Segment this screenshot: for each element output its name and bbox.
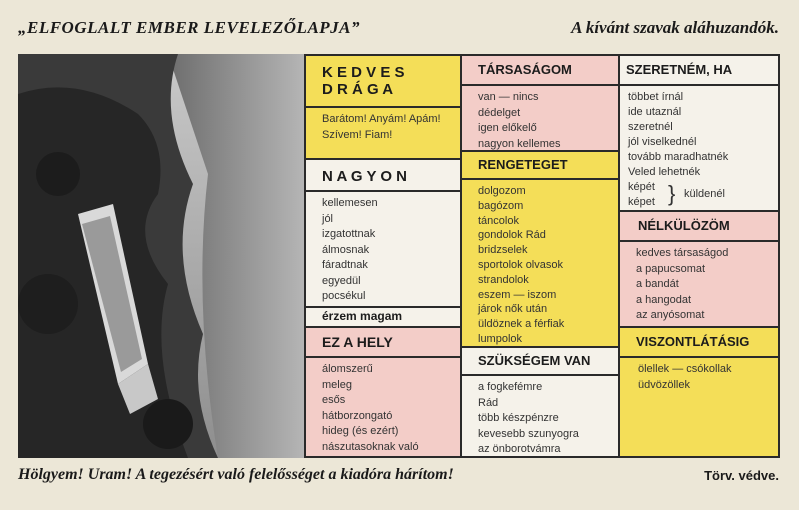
kep1-option: képét (628, 181, 655, 193)
postcard-panel (18, 54, 780, 458)
list-item: gondolok Rád (478, 229, 546, 242)
list-item: bridzselek (478, 244, 528, 257)
rights-notice: Törv. védve. (704, 468, 779, 483)
list-item: a bandát (636, 278, 679, 290)
list-item: Szívem! Fiam! (322, 128, 393, 141)
szukseg-section (462, 348, 618, 456)
szeretnem-body (620, 86, 778, 210)
list-item: több készpénzre (478, 412, 559, 424)
list-item: táncolok (478, 214, 519, 227)
viszont-section (620, 328, 778, 456)
list-item: fáradtnak (322, 259, 368, 271)
list-item: bagózom (478, 199, 524, 212)
list-item: meleg (322, 378, 352, 391)
list-item: Veled lehetnék (628, 166, 701, 178)
kuldenel-option: küldenél (684, 188, 725, 200)
nagyon-title: N A G Y O N (306, 160, 460, 190)
kedves-section (306, 56, 460, 158)
list-item: hideg (és ezért) (322, 425, 399, 437)
nagyon-footer: érzem magam (306, 308, 460, 326)
viszont-title: VISZONTLÁTÁSIG (620, 328, 778, 356)
list-item: üldöznek a férfiak (478, 318, 565, 331)
list-item: hátborzongató (322, 409, 393, 422)
tarsasag-title: TÁRSASÁGOM (462, 56, 618, 84)
hely-body (306, 358, 460, 456)
list-item: jól (322, 212, 334, 225)
list-item: strandolok (478, 273, 529, 286)
list-item: a hangodat (636, 293, 692, 306)
szeretnem-section (620, 56, 778, 210)
list-item: esős (322, 394, 346, 406)
draga-title: D R Á G A (322, 81, 394, 98)
list-item: járok nők után (478, 303, 548, 316)
nagyon-body (306, 192, 460, 306)
list-item: álomszerű (322, 363, 373, 375)
szukseg-body (462, 376, 618, 456)
kedves-header (306, 56, 460, 106)
hely-section (306, 328, 460, 456)
list-item: dolgozom (478, 185, 526, 197)
list-item: nászutasoknak való (322, 440, 419, 453)
list-item: pocsékul (322, 290, 366, 302)
tarsasag-section (462, 56, 618, 150)
viszont-body (620, 358, 778, 456)
kep2-option: képet (628, 196, 655, 208)
nelkulozom-title: NÉLKÜLÖZÖM (620, 212, 778, 240)
kep-choice (628, 180, 778, 210)
list-item: az anyósomat (636, 309, 705, 321)
szukseg-title: SZÜKSÉGEM VAN (462, 348, 618, 374)
list-item: kevesebb szunyogra (478, 427, 579, 440)
list-item: sportolok olvasok (478, 258, 563, 271)
list-item: üdvözöllek (638, 378, 690, 391)
list-item: egyedül (322, 274, 361, 287)
tarsasag-body (462, 86, 618, 150)
list-item: igen előkelő (478, 122, 537, 134)
list-item: a papucsomat (636, 262, 706, 275)
brace-icon: } (668, 181, 676, 206)
list-item: nagyon kellemes (478, 137, 561, 150)
instruction-text: A kívánt szavak aláhuzandók. (571, 18, 779, 37)
footer-note: Hölgyem! Uram! A tegezésért való felelősséget a kiadóra hárítom! (18, 466, 454, 483)
kedves-title: K E D V E S (322, 64, 405, 81)
list-item: ölellek — csókollak (638, 363, 732, 375)
list-item: Barátom! Anyám! Apám! (322, 113, 441, 125)
szeretnem-title: SZERETNÉM, HA (620, 56, 778, 84)
list-item: tovább maradhatnék (628, 151, 729, 163)
nelkulozom-section (620, 212, 778, 326)
list-item: kellemesen (322, 197, 378, 209)
list-item: izgatottnak (322, 228, 376, 240)
list-item: az önborotvámra (478, 443, 561, 455)
kedves-body (306, 108, 460, 158)
rengeteget-body (462, 180, 618, 346)
landscape-photo (18, 54, 304, 458)
list-item: dédelget (478, 106, 521, 119)
list-item: eszem — iszom (478, 288, 557, 301)
rengeteget-section (462, 152, 618, 346)
nelkulozom-body (620, 242, 778, 326)
nagyon-section (306, 160, 460, 326)
list-item: jól viselkednél (628, 136, 697, 148)
list-item: álmosnak (322, 243, 370, 256)
list-item: szeretnél (628, 121, 673, 133)
rengeteget-title: RENGETEGET (462, 152, 618, 178)
hely-title: EZ A HELY (306, 328, 460, 356)
list-item: lumpolok (478, 332, 523, 345)
list-item: ide utaznál (628, 106, 682, 118)
list-item: Rád (478, 396, 499, 409)
list-item: kedves társaságod (636, 247, 729, 259)
postcard-title: „ELFOGLALT EMBER LEVELEZŐLAPJA” (18, 18, 361, 37)
list-item: van — nincs (478, 91, 539, 103)
list-item: a fogkefémre (478, 381, 543, 393)
list-item: többet írnál (628, 91, 684, 103)
